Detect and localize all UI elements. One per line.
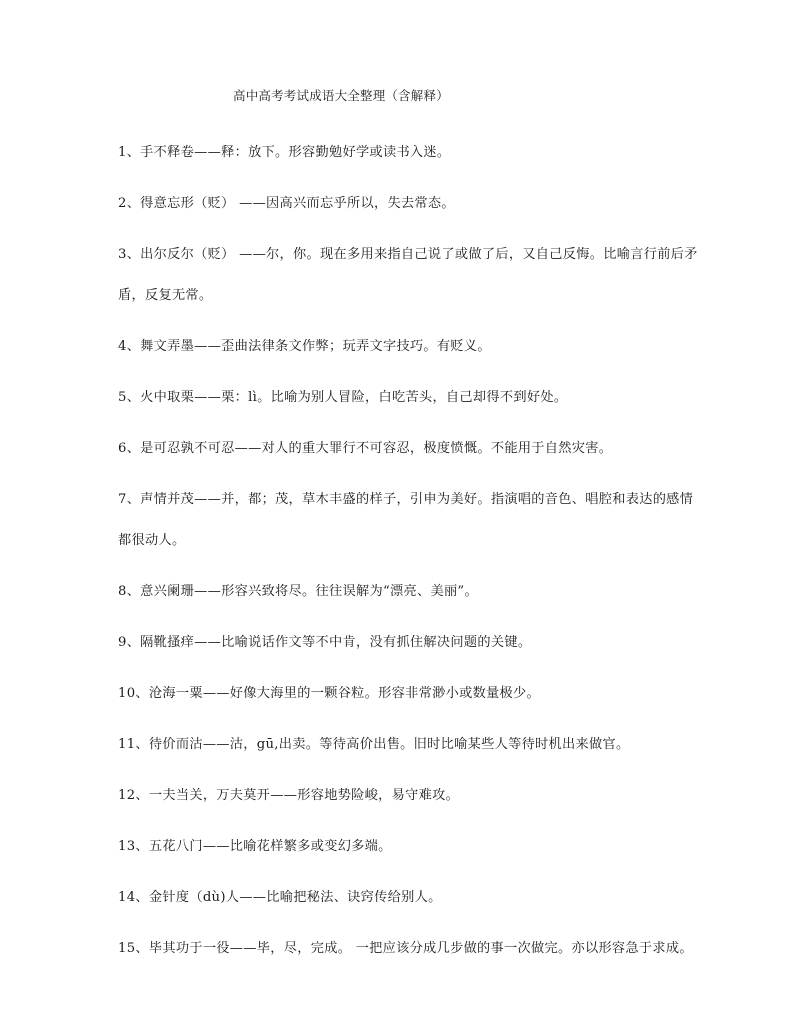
idiom-entry: 11、待价而沽——沽，gū,出卖。等待高价出售。旧时比喻某些人等待时机出来做官。 xyxy=(118,737,630,752)
document-title: 高中高考考试成语大全整理（含解释） xyxy=(233,88,449,103)
idiom-entry: 4、舞文弄墨——歪曲法律条文作弊；玩弄文字技巧。有贬义。 xyxy=(118,339,491,354)
idiom-entry: 14、金针度（dù)人——比喻把秘法、诀窍传给别人。 xyxy=(118,890,442,905)
idiom-entry: 12、一夫当关，万夫莫开——形容地势险峻，易守难攻。 xyxy=(118,788,460,803)
idiom-entry: 2、得意忘形（贬） ——因高兴而忘乎所以，失去常态。 xyxy=(118,196,455,211)
idiom-entry: 7、声情并茂——并，都；茂，草木丰盛的样子，引申为美好。指演唱的音色、唱腔和表达的感情都很动人。 xyxy=(118,492,694,548)
idiom-entry: 15、毕其功于一役——毕，尽，完成。 一把应该分成几步做的事一次做完。亦以形容急于求成。 xyxy=(118,941,693,956)
idiom-entry: 1、手不释卷——释：放下。形容勤勉好学或读书入迷。 xyxy=(118,145,451,160)
idiom-list xyxy=(118,132,698,979)
idiom-entry: 8、意兴阑珊——形容兴致将尽。往往误解为“漂亮、美丽”。 xyxy=(118,584,478,599)
idiom-entry: 6、是可忍孰不可忍——对人的重大罪行不可容忍，极度愤慨。不能用于自然灾害。 xyxy=(118,441,613,456)
idiom-entry: 10、沧海一粟——好像大海里的一颗谷粒。形容非常渺小或数量极少。 xyxy=(118,686,541,701)
idiom-entry: 13、五花八门——比喻花样繁多或变幻多端。 xyxy=(118,839,392,854)
idiom-entry: 5、火中取栗——栗：lì。比喻为别人冒险，白吃苦头，自己却得不到好处。 xyxy=(118,390,568,405)
idiom-entry: 9、隔靴搔痒——比喻说话作文等不中肯，没有抓住解决问题的关键。 xyxy=(118,635,532,650)
idiom-entry: 3、出尔反尔（贬） ——尔，你。现在多用来指自己说了或做了后，又自己反悔。比喻言行前后矛盾，反复无常。 xyxy=(118,247,698,303)
